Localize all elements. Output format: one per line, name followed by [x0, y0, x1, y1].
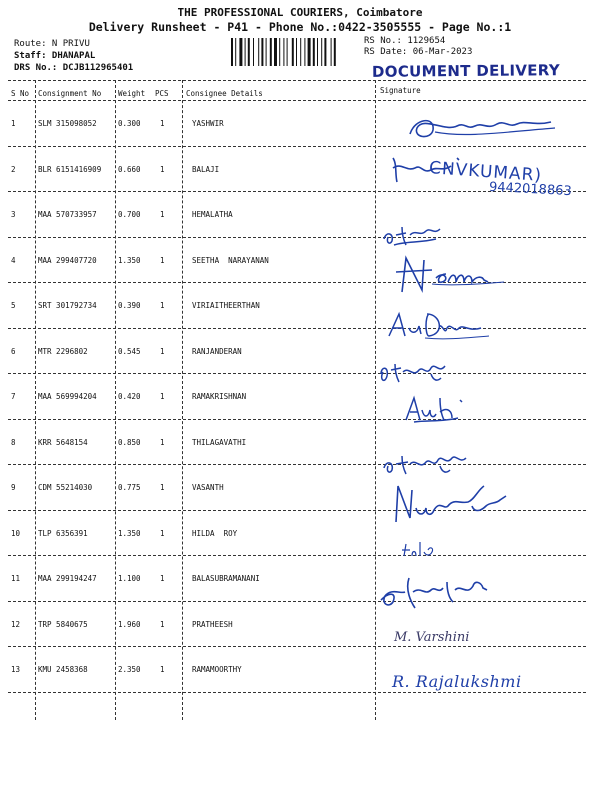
cell-sno: 3: [11, 210, 16, 219]
cell-pcs: 1: [160, 119, 165, 128]
barcode-bar: [304, 38, 305, 66]
cell-sno: 9: [11, 483, 16, 492]
signature-7: [400, 392, 470, 430]
signature-5: [385, 306, 495, 346]
barcode-bar: [313, 38, 315, 66]
cell-consignee: HEMALATHA: [192, 210, 233, 219]
cell-pcs: 1: [160, 346, 165, 356]
cell-weight: 0.300: [118, 119, 141, 128]
cell-sno: 1: [11, 119, 16, 128]
col-header-consignment: Consignment No: [38, 89, 102, 98]
cell-pcs: 1: [160, 164, 165, 174]
signature-3: [380, 215, 450, 253]
drs-number: DRS No.: DCJB112965401: [14, 63, 134, 73]
cell-pcs: 1: [160, 528, 165, 538]
barcode-bar: [287, 38, 288, 66]
cell-sno: 10: [11, 528, 21, 538]
cell-consignee: SEETHA NARAYANAN: [192, 255, 269, 265]
cell-consignment: MAA 570733957: [38, 210, 97, 219]
cell-consignment: SRT 301792734: [38, 301, 97, 310]
barcode-bar: [296, 38, 297, 66]
cell-consignment: SLM 315098052: [38, 119, 97, 128]
signature-11: [375, 572, 495, 616]
cell-sno: 13: [11, 665, 21, 674]
route-label: Route: N PRIVU: [14, 39, 90, 49]
barcode-bar: [321, 38, 322, 66]
signature-2: [385, 152, 585, 208]
cell-consignment: BLR 6151416909: [38, 164, 102, 174]
col-header-consignee: Consignee Details: [186, 89, 263, 98]
barcode-bar: [258, 38, 259, 66]
runsheet-title: Delivery Runsheet - P41 - Phone No.:0422-3505555 - Page No.:1: [88, 20, 512, 34]
col-divider: [115, 80, 116, 720]
barcode-bar: [261, 38, 263, 66]
barcode-bar: [266, 38, 267, 66]
barcode-bar: [235, 38, 236, 66]
cell-weight: 1.100: [118, 574, 141, 583]
cell-sno: 2: [11, 164, 16, 174]
barcode-bar: [308, 38, 311, 66]
cell-sno: 11: [11, 574, 21, 583]
cell-consignment: MAA 299407720: [38, 255, 97, 265]
cell-weight: 0.700: [118, 210, 141, 219]
signature-1: [405, 108, 555, 148]
barcode: [230, 38, 358, 66]
header-bottom-line: [8, 100, 586, 101]
signature-9: [388, 482, 518, 530]
signature-12: M. Varshini: [394, 630, 470, 645]
row-separator: [8, 237, 586, 238]
cell-weight: 1.350: [118, 528, 141, 538]
signature-2-phone: 9442018863: [488, 179, 573, 200]
signature-4: [392, 252, 512, 300]
barcode-bar: [279, 38, 280, 66]
cell-pcs: 1: [160, 437, 165, 447]
rs-number: RS No.: 1129654: [364, 36, 446, 46]
cell-pcs: 1: [160, 392, 165, 401]
row-separator: [8, 419, 586, 420]
col-header-weight: Weight: [118, 89, 146, 98]
row-separator: [8, 601, 586, 602]
cell-sno: 5: [11, 301, 16, 310]
cell-sno: 12: [11, 619, 21, 629]
document-delivery-stamp: DOCUMENT DELIVERY: [371, 61, 561, 81]
cell-consignee: BALASUBRAMANANI: [192, 574, 260, 583]
cell-sno: 4: [11, 255, 16, 265]
cell-weight: 0.775: [118, 483, 141, 492]
cell-consignment: MAA 299194247: [38, 574, 97, 583]
col-header-signature: Signature: [380, 86, 421, 95]
col-divider: [35, 80, 36, 720]
cell-consignee: PRATHEESH: [192, 619, 233, 629]
barcode-bar: [317, 38, 318, 66]
cell-weight: 0.390: [118, 301, 141, 310]
barcode-bar: [239, 38, 242, 66]
signature-8: [380, 448, 480, 482]
signature-13: R. Rajalukshmi: [392, 672, 522, 691]
row-separator: [8, 328, 586, 329]
cell-pcs: 1: [160, 210, 165, 219]
cell-consignment: CDM 55214030: [38, 483, 93, 492]
cell-pcs: 1: [160, 301, 165, 310]
cell-consignee: THILAGAVATHI: [192, 437, 247, 447]
barcode-bar: [283, 38, 284, 66]
barcode-bar: [274, 38, 277, 66]
row-separator: [8, 646, 586, 647]
cell-sno: 6: [11, 346, 16, 356]
cell-weight: 2.350: [118, 665, 141, 674]
cell-weight: 0.545: [118, 346, 141, 356]
table-top-line: [8, 80, 586, 81]
barcode-bar: [270, 38, 272, 66]
cell-sno: 8: [11, 437, 16, 447]
cell-consignment: MAA 569994204: [38, 392, 97, 401]
cell-consignee: HILDA ROY: [192, 528, 238, 538]
cell-consignee: RAMAKRISHNAN: [192, 392, 247, 401]
cell-consignee: VASANTH: [192, 483, 224, 492]
cell-sno: 7: [11, 392, 16, 401]
cell-weight: 1.960: [118, 619, 141, 629]
cell-pcs: 1: [160, 483, 165, 492]
cell-consignee: VIRIAITHEERTHAN: [192, 301, 260, 310]
row-separator: [8, 464, 586, 465]
barcode-bar: [331, 38, 332, 66]
cell-consignee: RAMAMOORTHY: [192, 665, 242, 674]
cell-consignment: KMU 2458368: [38, 665, 88, 674]
cell-consignee: RANJANDERAN: [192, 346, 242, 356]
barcode-bar: [334, 38, 336, 66]
cell-consignment: TLP 6356391: [38, 528, 88, 538]
staff-label: Staff: DHANAPAL: [14, 51, 96, 61]
col-header-pcs: PCS: [155, 89, 169, 98]
signature-10: [400, 538, 440, 564]
cell-weight: 0.850: [118, 437, 141, 447]
cell-pcs: 1: [160, 574, 165, 583]
signature-6: [375, 356, 455, 392]
barcode-bar: [248, 38, 250, 66]
rs-date: RS Date: 06-Mar-2023: [364, 47, 473, 57]
cell-consignee: YASHWIR: [192, 119, 224, 128]
row-separator: [8, 555, 586, 556]
cell-pcs: 1: [160, 665, 165, 674]
cell-weight: 0.660: [118, 164, 141, 174]
barcode-bar: [324, 38, 326, 66]
cell-consignment: KRR 5648154: [38, 437, 88, 447]
barcode-bar: [292, 38, 294, 66]
col-divider: [375, 80, 376, 720]
company-name: THE PROFESSIONAL COURIERS, Coimbatore: [177, 6, 423, 19]
col-header-sno: S No: [11, 89, 30, 98]
barcode-bar: [231, 38, 233, 66]
row-separator: [8, 373, 586, 374]
cell-pcs: 1: [160, 255, 165, 265]
row-separator: [8, 692, 586, 693]
cell-consignment: TRP 5840675: [38, 619, 88, 629]
cell-weight: 1.350: [118, 255, 141, 265]
cell-consignment: MTR 2296802: [38, 346, 88, 356]
barcode-bar: [253, 38, 254, 66]
cell-consignee: BALAJI: [192, 164, 220, 174]
barcode-bar: [300, 38, 301, 66]
col-divider: [182, 80, 183, 720]
signature-2-name: CNVKUMAR): [428, 158, 543, 186]
barcode-bar: [245, 38, 246, 66]
cell-pcs: 1: [160, 619, 165, 629]
cell-weight: 0.420: [118, 392, 141, 401]
